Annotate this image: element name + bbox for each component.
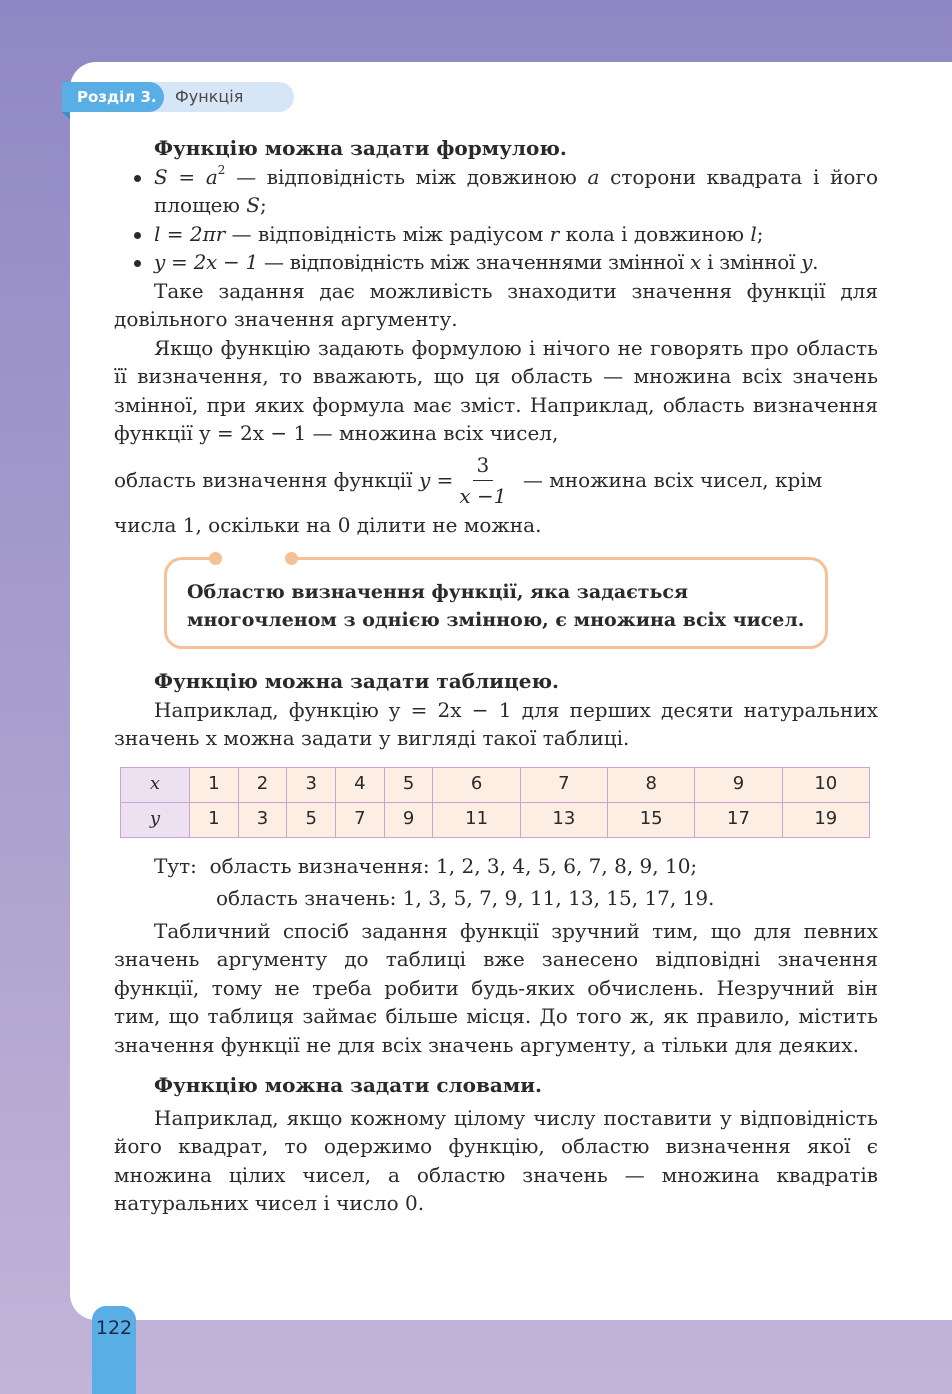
table-cell: 6: [433, 767, 520, 802]
text: — множина всіх чисел, крім: [516, 467, 823, 492]
table-cell: 11: [433, 802, 520, 837]
fraction: [455, 452, 510, 509]
rule-text: Областю визначення функції, яка задається многочленом з однією змінною, є множина всіх чисел.: [187, 581, 805, 631]
table-cell: 7: [336, 802, 385, 837]
formula: l = 2πr: [154, 221, 226, 246]
table-cell: 3: [287, 767, 336, 802]
exponent: 2: [217, 162, 226, 177]
formula: y = 2x − 1: [154, 250, 258, 274]
dot-right: [285, 552, 298, 565]
text: і змінної: [701, 250, 802, 274]
text: ;: [259, 193, 267, 217]
variable: r: [549, 221, 560, 246]
table-cell: 13: [520, 802, 607, 837]
variable: a: [587, 164, 600, 189]
paragraph: числа 1, оскільки на 0 ділити не можна.: [114, 512, 542, 537]
variable: S: [246, 193, 260, 217]
paragraph: Таке задання дає можливість знаходити значення функції для довільного значення аргументу.: [114, 278, 878, 331]
table-cell: 5: [384, 767, 433, 802]
table-cell: 3: [238, 802, 287, 837]
range-line: область значень: 1, 3, 5, 7, 9, 11, 13, 15, 17, 19.: [216, 886, 715, 910]
table-row-x: [121, 767, 870, 802]
formula: S = a: [154, 164, 218, 189]
text: сторони квадрата і його площею: [154, 164, 878, 217]
variable: y: [801, 250, 813, 274]
table-row-y: [121, 802, 870, 837]
text: — відповідність між довжиною: [225, 164, 588, 189]
table-cell: 1: [190, 802, 239, 837]
list-item: [114, 163, 878, 220]
table-cell: 19: [782, 802, 869, 837]
text: ;: [756, 221, 764, 246]
rule-box: [164, 557, 828, 649]
variable: x: [690, 250, 702, 274]
formula-list: [114, 163, 878, 277]
formula-heading: Функцію можна задати формулою.: [154, 136, 567, 160]
domain-line: Тут: область визначення: 1, 2, 3, 4, 5, 6, 7, 8, 9, 10;: [154, 853, 698, 878]
text: область визначення функції: [114, 467, 419, 492]
table-cell: 10: [782, 767, 869, 802]
table-cell: 9: [695, 767, 782, 802]
list-item: [114, 220, 878, 249]
variable: l: [750, 221, 757, 246]
table-cell: 5: [287, 802, 336, 837]
fraction-numerator: 3: [473, 452, 494, 481]
text: — відповідність між радіусом: [225, 221, 550, 246]
paragraph: Якщо функцію задають формулою і нічого не говорять про область її визначення, то вважають, що ця область — множина всіх значень змінної, при яких формула має зміст. Наприклад, область визначення функції y = 2x − 1 — множина всіх чисел,: [114, 335, 878, 445]
paragraph: Наприклад, функцію y = 2x − 1 для перших десяти натуральних значень x можна задати у вигляді такої таблиці.: [114, 697, 878, 750]
table-heading: Функцію можна задати таблицею.: [154, 669, 559, 693]
fraction-denominator: x −1: [459, 483, 507, 508]
formula: y =: [418, 467, 454, 492]
row-header: x: [121, 767, 190, 802]
paragraph: Наприклад, якщо кожному цілому числу поставити у відповідність його квадрат, то одержимо функцію, областю визначення якої є множина цілих чисел, а областю значень — множина квадратів натуральних чисел і число 0.: [114, 1105, 878, 1215]
main-content: [114, 130, 878, 1218]
page-number: 122: [92, 1306, 136, 1394]
table-cell: 4: [336, 767, 385, 802]
text: .: [812, 250, 819, 274]
section-title: Функція: [175, 87, 244, 106]
table-cell: 2: [238, 767, 287, 802]
table-cell: 1: [190, 767, 239, 802]
table-cell: 17: [695, 802, 782, 837]
row-header: y: [121, 802, 190, 837]
paragraph: Табличний спосіб задання функції зручний тим, що для певних значень аргументу до таблиці вже занесено відповідні значення функції, тому не треба робити будь-яких обчислень. Незручний він тим, що таблиця займає більше місця. До того ж, як правило, містить значення функції не для всіх значень аргументу, а тільки для деяких.: [114, 918, 878, 1057]
section-label: Розділ 3.: [62, 82, 164, 112]
table-cell: 7: [520, 767, 607, 802]
dot-left: [209, 552, 222, 565]
text: кола і довжиною: [559, 221, 751, 246]
values-table: [120, 767, 870, 838]
words-heading: Функцію можна задати словами.: [154, 1073, 543, 1097]
table-cell: 9: [384, 802, 433, 837]
list-item: [114, 248, 878, 277]
text: — відповідність між значеннями змінної: [257, 250, 691, 274]
table-cell: 15: [608, 802, 695, 837]
table-cell: 8: [608, 767, 695, 802]
fraction-line: [114, 452, 878, 509]
